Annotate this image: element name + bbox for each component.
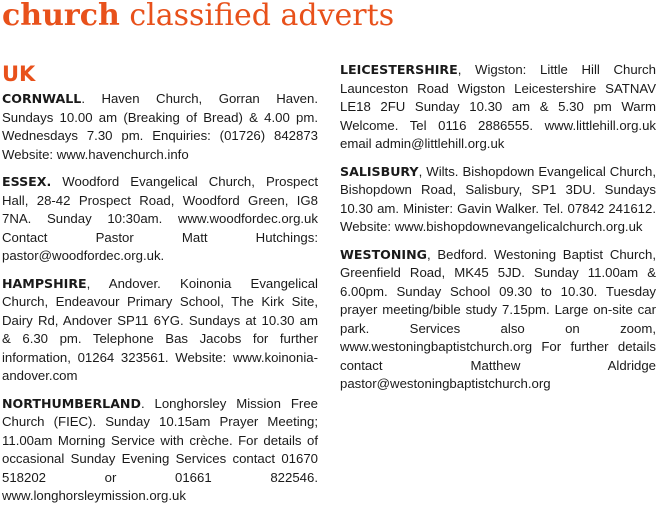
title-bold: church <box>2 0 120 33</box>
advert-essex <box>2 173 318 266</box>
advert-text: . Longhorsley Mission Free Church (FIEC). Sunday 10.15am Prayer Meeting; 11.00am Morning Service with crèche. For details of occasional Sunday Evening Services contact 01670 518202 or 01661 822546. www.longhorsleymission.org.uk <box>2 395 318 503</box>
advert-text: Woodford Evangelical Church, Prospect Hall, 28-42 Prospect Road, Woodford Green, IG8 7NA. Sunday 10:30am. www.woodfordec.org.uk Contact Pastor Matt Hutchings: pastor@woodfordec.org.uk. <box>2 174 318 263</box>
advert-hampshire <box>2 275 318 386</box>
advert-salisbury <box>340 163 656 237</box>
advert-westoning <box>340 246 656 394</box>
advert-text: . Haven Church, Gorran Haven. Sundays 10.00 am (Breaking of Bread) & 4.00 pm. Wednesdays 7.30 pm. Enquiries: (01726) 842873 Website: www.havenchurch.info <box>2 91 318 162</box>
advert-place: WESTONING <box>340 246 427 262</box>
advert-text: , Wilts. Bishopdown Evangelical Church, Bishopdown Road, Salisbury, SP1 3DU. Sundays 10.30 am. Minister: Gavin Walker. Tel. 07842 241612. Website: www.bishopdownevangelicalchurch.org.uk <box>340 163 656 234</box>
right-column <box>340 61 656 403</box>
advert-text: , Wigston: Little Hill Church Launceston Road Wigston Leicestershire SATNAV LE18 2FU Sunday 10.30 am & 5.30 pm Warm Welcome. Tel 0116 2886555. www.littlehill.org.uk email admin@littlehill.org.uk <box>340 62 656 151</box>
page-title <box>2 0 394 36</box>
advert-place: NORTHUMBERLAND <box>2 395 141 411</box>
advert-cornwall <box>2 90 318 164</box>
advert-place: LEICESTERSHIRE <box>340 62 458 77</box>
region-heading: UK <box>2 62 36 86</box>
left-column <box>2 60 318 515</box>
title-light: classified adverts <box>129 0 395 33</box>
advert-place: CORNWALL <box>2 91 82 106</box>
advert-text: , Andover. Koinonia Evangelical Church, Endeavour Primary School, The Kirk Site, Dairy Rd, Andover SP11 6YG. Sundays at 10.30 am & 6.30 pm. Telephone Bas Jacobs for further information, 01264 323561. Website: www.koinonia-andover.com <box>2 275 318 383</box>
advert-place: ESSEX. <box>2 174 52 189</box>
advert-leicestershire <box>340 61 656 154</box>
advert-northumberland <box>2 395 318 506</box>
advert-place: HAMPSHIRE <box>2 275 87 291</box>
advert-text: , Bedford. Westoning Baptist Church, Greenfield Road, MK45 5JD. Sunday 11.00am & 6.00pm. Sunday School 09.30 to 10.30. Tuesday prayer meeting/bible study 7.15pm. Large on-site car park. Services also on zoom, www.westoningbaptistchurch.org For further details contact Matthew Aldridge pastor@westoningbaptistchurch.org <box>340 246 656 391</box>
advert-place: SALISBURY <box>340 163 419 179</box>
